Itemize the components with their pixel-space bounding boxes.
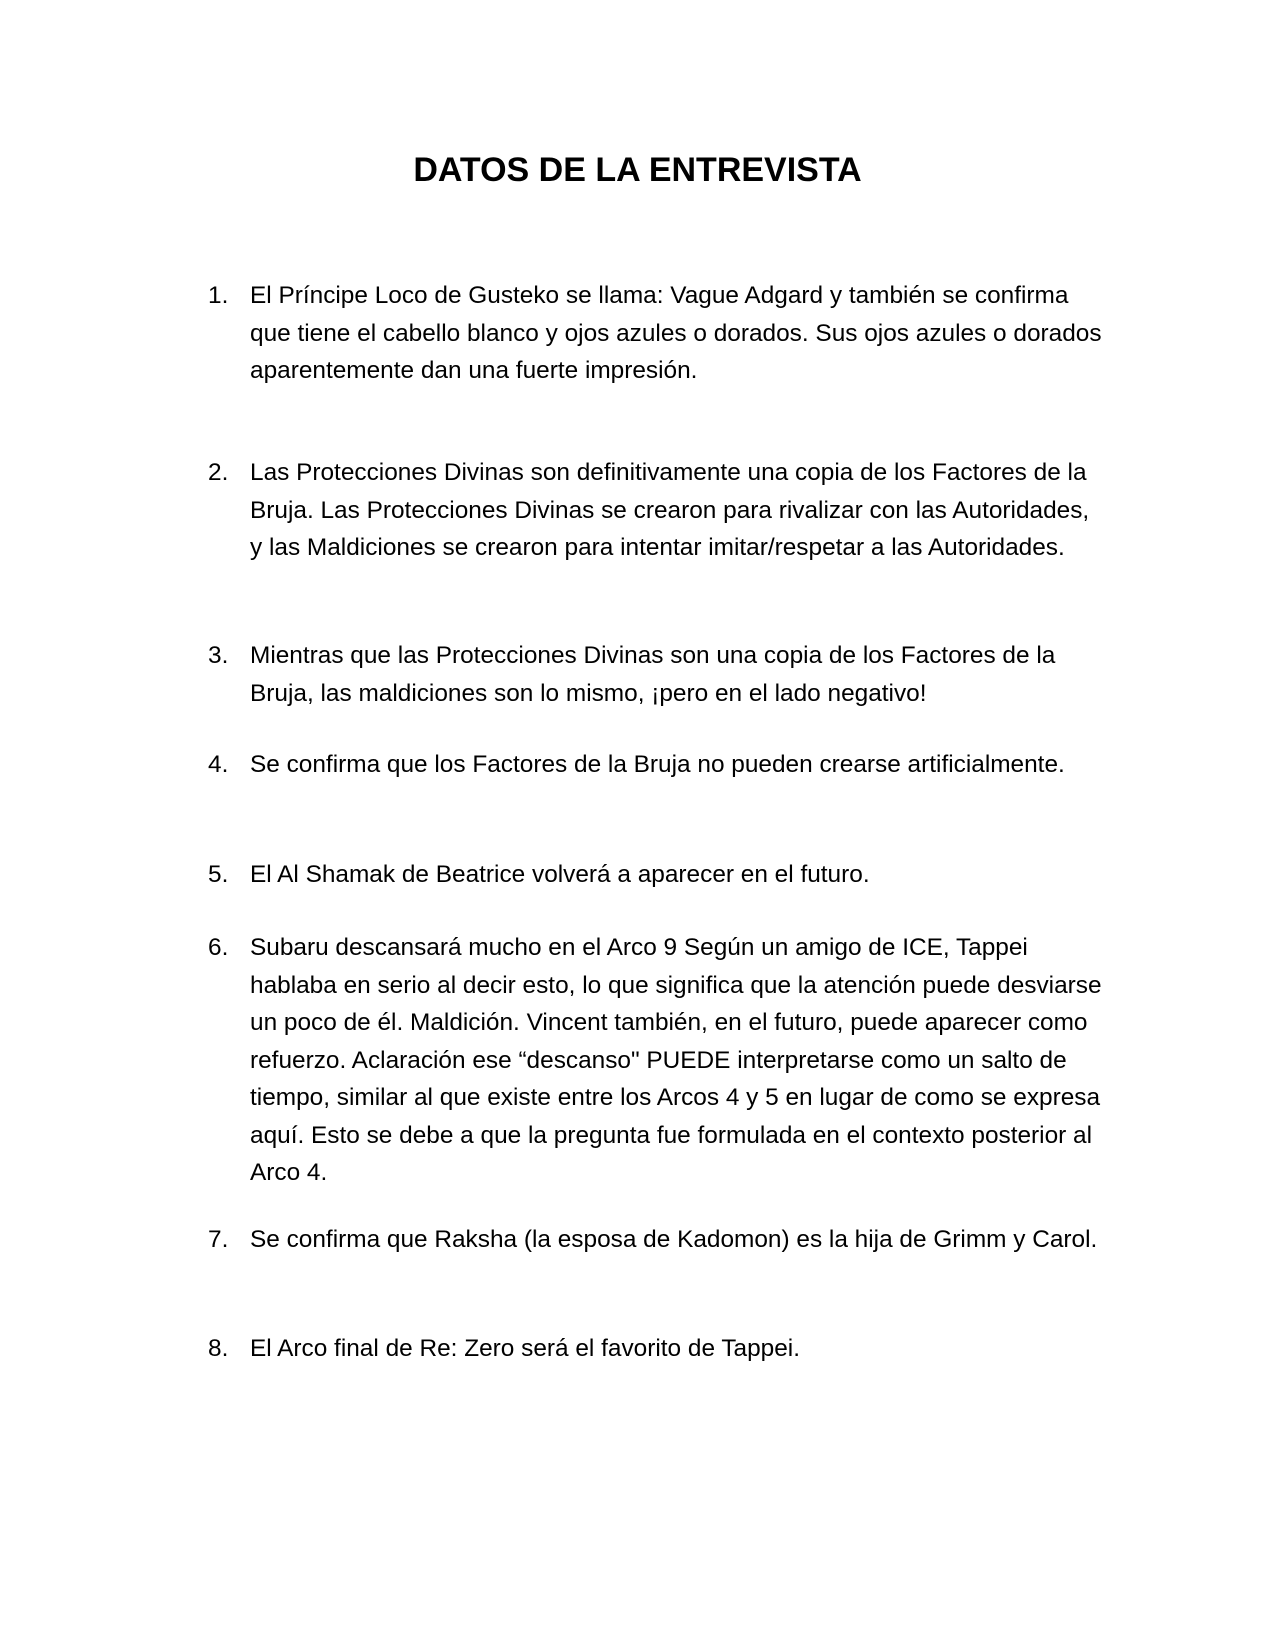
list-item-number: 7. bbox=[208, 1226, 229, 1253]
list-item-text: Las Protecciones Divinas son definitivamente una copia de los Factores de la Bruja. Las Protecciones Divinas se crearon para rivalizar con las Autoridades, y las Maldiciones se crearon para intentar imitar/respetar a las Autoridades. bbox=[250, 459, 1090, 561]
list-item-text: Mientras que las Protecciones Divinas son una copia de los Factores de la Bruja, las maldiciones son lo mismo, ¡pero en el lado negativo! bbox=[250, 642, 1056, 707]
list-item-text: El Arco final de Re: Zero será el favorito de Tappei. bbox=[250, 1335, 800, 1362]
list-item bbox=[208, 637, 1098, 712]
list-item bbox=[208, 929, 1102, 1192]
list-item bbox=[208, 746, 1098, 784]
list-item-text: El Príncipe Loco de Gusteko se llama: Vague Adgard y también se confirma que tiene el cabello blanco y ojos azules o dorados. Sus ojos azules o dorados aparentemente dan una fuerte impresión. bbox=[250, 282, 1102, 384]
list-item-text: Subaru descansará mucho en el Arco 9 Según un amigo de ICE, Tappei hablaba en serio al decir esto, lo que significa que la atención puede desviarse un poco de él. Maldición. Vincent también, en el futuro, puede aparecer como refuerzo. Aclaración ese “descanso" PUEDE interpretarse como un salto de tiempo, similar al que existe entre los Arcos 4 y 5 en lugar de como se expresa aquí. Esto se debe a que la pregunta fue formulada en el contexto posterior al Arco 4. bbox=[250, 934, 1102, 1186]
list-item bbox=[208, 1221, 1098, 1259]
list-item-number: 4. bbox=[208, 751, 229, 778]
list-item bbox=[208, 277, 1102, 390]
list-item-number: 8. bbox=[208, 1335, 229, 1362]
list-item-text: El Al Shamak de Beatrice volverá a aparecer en el futuro. bbox=[250, 861, 870, 888]
list-item bbox=[208, 1330, 1098, 1368]
list-item-text: Se confirma que Raksha (la esposa de Kadomon) es la hija de Grimm y Carol. bbox=[250, 1226, 1098, 1253]
page-title: DATOS DE LA ENTREVISTA bbox=[413, 151, 862, 189]
list-item bbox=[208, 856, 1098, 894]
list-item-number: 3. bbox=[208, 642, 229, 669]
list-item-number: 6. bbox=[208, 934, 229, 961]
list-item-number: 5. bbox=[208, 861, 229, 888]
list-item-number: 1. bbox=[208, 282, 229, 309]
list-item-text: Se confirma que los Factores de la Bruja no pueden crearse artificialmente. bbox=[250, 751, 1065, 778]
list-item-number: 2. bbox=[208, 459, 229, 486]
list-item bbox=[208, 454, 1098, 567]
